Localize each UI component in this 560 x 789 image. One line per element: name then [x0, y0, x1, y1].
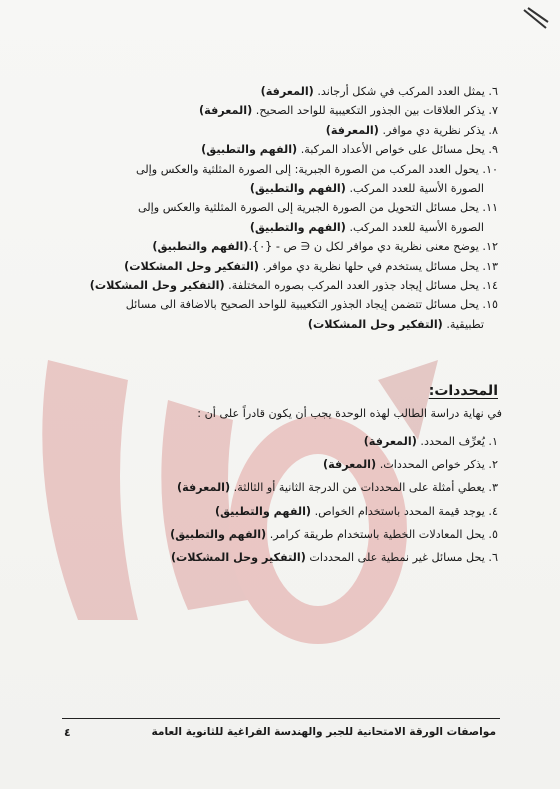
list-item: ٤. يوجد قيمة المحدد باستخدام الخواص. (الفهم والتطبيق) [214, 504, 498, 518]
outcomes-list-1 [68, 82, 498, 334]
list-item: تطبيقية. (التفكير وحل المشكلات) [307, 317, 484, 331]
list-item: ٥. يحل المعادلات الخطية باستخدام طريقة كرامر. (الفهم والتطبيق) [170, 527, 498, 541]
outcomes-list-2 [68, 430, 498, 569]
list-item: ٦. يمثل العدد المركب في شكل أرجاند. (المعرفة) [260, 85, 498, 98]
footer-divider [62, 718, 500, 719]
section-intro: في نهاية دراسة الطالب لهذه الوحدة يجب أن يكون قادراً على أن : [197, 407, 502, 420]
list-item: ١٥. يحل مسائل تتضمن إيجاد الجذور التكعيبية للواحد الصحيح بالاضافة الى مسائل [125, 298, 498, 312]
list-item: ١١. يحل مسائل التحويل من الصورة الجبرية إلى الصورة المثلثية والعكس وإلى [137, 201, 498, 215]
corner-scribble-icon [520, 6, 550, 36]
list-item: ١٠. يحول العدد المركب من الصورة الجبرية: إلى الصورة المثلثية والعكس وإلى [135, 162, 498, 176]
list-item: ١. يُعرِّف المحدد. (المعرفة) [363, 435, 498, 448]
footer-title: مواصفات الورقة الامتحانية للجبر والهندسة الفراغية للثانوية العامة [151, 726, 496, 738]
list-item: ١٢. يوضح معنى نظرية دي موافر لكل ن ∈ ص - {٠}.(الفهم والتطبيق) [152, 240, 498, 254]
list-item: ٨. يذكر نظرية دي موافر. (المعرفة) [325, 123, 498, 137]
list-item: ٦. يحل مسائل غير نمطية على المحددات (التفكير وحل المشكلات) [170, 551, 498, 565]
list-item: ٣. يعطي أمثلة على المحددات من الدرجة الثانية أو الثالثة. (المعرفة) [176, 481, 498, 495]
list-item: ٧. يذكر العلاقات بين الجذور التكعيبية للواحد الصحيح. (المعرفة) [199, 104, 498, 118]
list-item: ١٤. يحل مسائل إيجاد جذور العدد المركب بصوره المختلفة. (التفكير وحل المشكلات) [89, 279, 498, 293]
list-item: الصورة الأسية للعدد المركب. (الفهم والتطبيق) [249, 220, 484, 234]
page-number: ٤ [64, 726, 71, 739]
list-item: ٩. يحل مسائل على خواص الأعداد المركبة. (الفهم والتطبيق) [201, 143, 498, 157]
list-item: الصورة الأسية للعدد المركب. (الفهم والتطبيق) [249, 182, 484, 196]
list-item: ٢. يذكر خواص المحددات. (المعرفة) [322, 458, 498, 472]
section-title: المحددات: [428, 383, 498, 399]
list-item: ١٣. يحل مسائل يستخدم في حلها نظرية دي موافر. (التفكير وحل المشكلات) [124, 259, 498, 273]
